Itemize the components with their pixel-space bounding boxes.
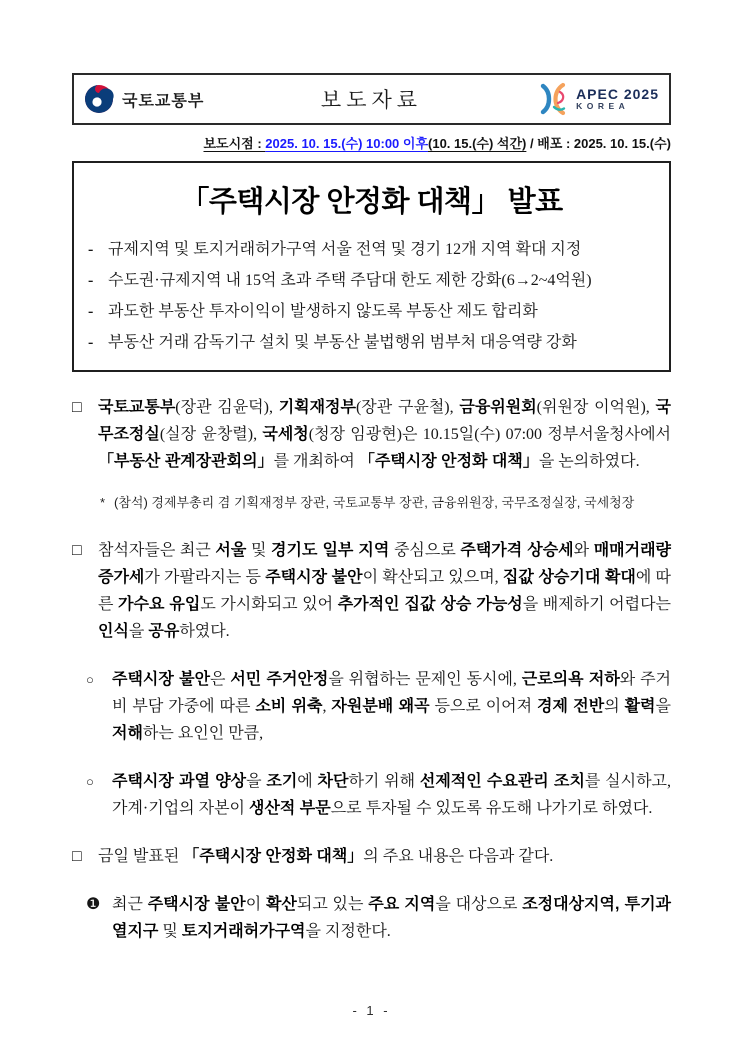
paragraph-marker: □ [72, 542, 82, 559]
page-title: 「주택시장 안정화 대책」 발표 [180, 186, 563, 218]
paragraph-preemptive-measures [86, 768, 671, 822]
apec-text [576, 87, 659, 111]
bullet-dash: - [88, 241, 94, 258]
paragraph-measure-1-zones [86, 891, 671, 945]
document-type-title: 보도자료 [320, 88, 423, 112]
paragraph-text: 주택시장 불안은 서민 주거안정을 위협하는 문제인 동시에, 근로의욕 저하와 주거비 부담 가중에 따른 소비 위축, 자원분배 왜곡 등으로 이어져 경제 전반의 활력을 저해하는 요인인 만큼, [112, 671, 671, 742]
paragraph-marker: □ [72, 848, 82, 865]
paragraph-marker: □ [72, 399, 82, 416]
embargo-distribution: / 배포 : 2025. 10. 15.(수) [526, 136, 671, 151]
paragraph-instability-risks [86, 666, 671, 747]
header-box [72, 73, 671, 125]
paragraph-marker: * [100, 495, 106, 510]
paragraph-marker: ❶ [86, 896, 101, 913]
ministry-name: 국토교통부 [122, 92, 205, 110]
paragraph-measures-intro [72, 843, 671, 870]
paragraph-text: 최근 주택시장 불안이 확산되고 있는 주요 지역을 대상으로 조정대상지역, 투기과열지구 및 토지거래허가구역을 지정한다. [112, 896, 671, 940]
embargo-edition: (10. 15.(수) 석간) [428, 136, 527, 151]
paragraph-text: 국토교통부(장관 김윤덕), 기획재정부(장관 구윤철), 금융위원회(위원장 이억원), 국무조정실(실장 윤창렬), 국세청(청장 임광현)은 10.15일(수) 07:00 정부서울청사에서 「부동산 관계장관회의」를 개최하여 「주택시장 안정화 대책」을 논의하였다. [98, 399, 672, 470]
apec-line2: KOREA [576, 100, 630, 111]
paragraph-text: (참석) 경제부총리 겸 기획재정부 장관, 국토교통부 장관, 금융위원장, 국무조정실장, 국세청장 [114, 495, 635, 510]
summary-bullet-text: 과도한 부동산 투자이익이 발생하지 않도록 부동산 제도 합리화 [108, 303, 538, 320]
paragraph-text: 금일 발표된 「주택시장 안정화 대책」의 주요 내용은 다음과 같다. [98, 848, 554, 865]
paragraph-market-assessment [72, 537, 671, 645]
paragraph-text: 주택시장 과열 양상을 조기에 차단하기 위해 선제적인 수요관리 조치를 실시하고, 가계·기업의 자본이 생산적 부문으로 투자될 수 있도록 유도해 나가기로 하였다. [112, 773, 671, 817]
summary-bullet-text: 규제지역 및 토지거래허가구역 서울 전역 및 경기 12개 지역 확대 지정 [108, 241, 582, 258]
bullet-dash: - [88, 272, 94, 289]
apec-line1: APEC 2025 [576, 86, 659, 103]
paragraph-marker: ○ [86, 672, 94, 687]
paragraph-marker: ○ [86, 774, 94, 789]
page-number: - 1 - [352, 1003, 391, 1018]
paragraph-attendees-note [100, 492, 671, 513]
embargo-label: 보도시점 : [203, 136, 266, 151]
apec-logo-icon [536, 82, 570, 116]
apec-brand [499, 82, 659, 116]
summary-bullet-text: 부동산 거래 감독기구 설치 및 부동산 불법행위 범부처 대응역량 강화 [108, 334, 577, 351]
summary-bullet [88, 296, 655, 327]
title-box [72, 161, 671, 372]
embargo-line [72, 133, 671, 152]
bullet-dash: - [88, 334, 94, 351]
paragraph-text: 참석자들은 최근 서울 및 경기도 일부 지역 중심으로 주택가격 상승세와 매매거래량 증가세가 가팔라지는 등 주택시장 불안이 확산되고 있으며, 집값 상승기대 확대에 따른 가수요 유입도 가시화되고 있어 추가적인 집값 상승 가능성을 배제하기 어렵다는 인식을 공유하였다. [98, 542, 671, 640]
summary-bullet-list [86, 234, 657, 358]
paragraph-meeting-announcement [72, 394, 671, 475]
embargo-time: 2025. 10. 15.(수) 10:00 이후 [265, 136, 429, 151]
summary-bullet [88, 327, 655, 358]
summary-bullet [88, 234, 655, 265]
molit-logo-icon [84, 84, 114, 114]
summary-bullet [88, 265, 655, 296]
bullet-dash: - [88, 303, 94, 320]
ministry-brand [84, 84, 244, 114]
summary-bullet-text: 수도권·규제지역 내 15억 초과 주택 주담대 한도 제한 강화(6→2~4억원) [108, 272, 592, 289]
